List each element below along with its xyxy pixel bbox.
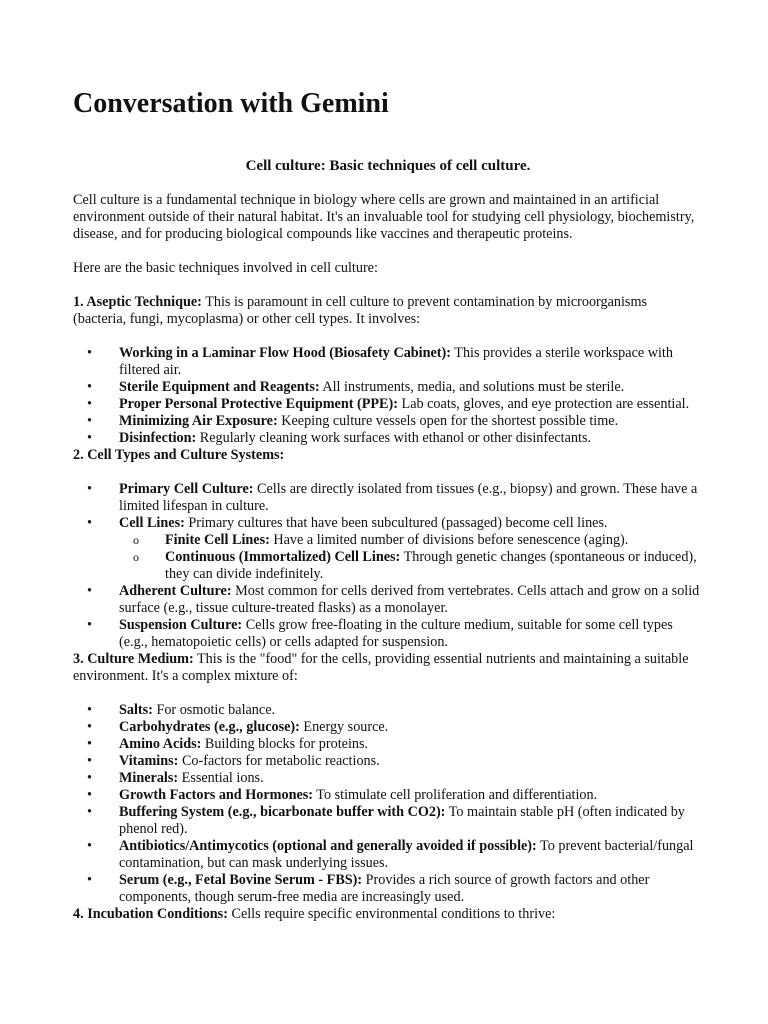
item-term: Antibiotics/Antimycotics (optional and generally avoided if possible): bbox=[119, 838, 537, 854]
item-text: Most common for cells derived from vertebrates. Cells attach and grow on a solid surface (e.g., tissue culture-treated flasks) as a monolayer. bbox=[119, 583, 700, 616]
item-term: Primary Cell Culture: bbox=[119, 481, 254, 497]
sublist-item bbox=[73, 549, 703, 583]
cell-types-list bbox=[73, 481, 703, 651]
item-term: Amino Acids: bbox=[119, 736, 202, 752]
document-subtitle: Cell culture: Basic techniques of cell culture. bbox=[245, 158, 531, 174]
list-item bbox=[73, 379, 703, 396]
section-heading: 2. Cell Types and Culture Systems: bbox=[73, 447, 285, 463]
item-term: Working in a Laminar Flow Hood (Biosafety Cabinet): bbox=[119, 345, 451, 361]
list-item bbox=[73, 753, 703, 770]
item-term: Salts: bbox=[119, 702, 153, 718]
item-text: Co-factors for metabolic reactions. bbox=[178, 753, 380, 769]
section-culture-medium-intro bbox=[73, 651, 703, 685]
item-text: To prevent bacterial/fungal contamination, but can mask underlying issues. bbox=[119, 838, 694, 871]
list-item bbox=[73, 481, 703, 515]
section-text: Cells require specific environmental conditions to thrive: bbox=[227, 906, 556, 922]
section-incubation-intro bbox=[73, 906, 703, 923]
list-item bbox=[73, 413, 703, 430]
section-text: This is paramount in cell culture to prevent contamination by microorganisms (bacteria, fungi, mycoplasma) or other cell types. It involves: bbox=[73, 294, 648, 327]
section-cell-types-intro bbox=[73, 447, 703, 464]
item-text: This provides a sterile workspace with filtered air. bbox=[119, 345, 673, 378]
item-text: All instruments, media, and solutions must be sterile. bbox=[319, 379, 625, 395]
item-text: Provides a rich source of growth factors and other components, though serum-free media are increasingly used. bbox=[119, 872, 650, 905]
item-text: Cells grow free-floating in the culture medium, suitable for some cell types (e.g., hematopoietic cells) or cells adapted for suspension. bbox=[119, 617, 673, 650]
list-item bbox=[73, 787, 703, 804]
section-heading: 4. Incubation Conditions: bbox=[73, 906, 228, 922]
culture-medium-list bbox=[73, 702, 703, 906]
aseptic-list bbox=[73, 345, 703, 447]
list-item bbox=[73, 396, 703, 413]
item-term: Minimizing Air Exposure: bbox=[119, 413, 278, 429]
item-text: To stimulate cell proliferation and differentiation. bbox=[313, 787, 598, 803]
item-term: Minerals: bbox=[119, 770, 179, 786]
item-term: Continuous (Immortalized) Cell Lines: bbox=[165, 549, 401, 565]
list-item bbox=[73, 770, 703, 787]
item-text: Keeping culture vessels open for the shortest possible time. bbox=[277, 413, 619, 429]
item-term: Finite Cell Lines: bbox=[165, 532, 270, 548]
item-term: Suspension Culture: bbox=[119, 617, 243, 633]
item-term: Proper Personal Protective Equipment (PPE): bbox=[119, 396, 398, 412]
item-text: Energy source. bbox=[299, 719, 389, 735]
item-term: Adherent Culture: bbox=[119, 583, 232, 599]
sublist-item bbox=[73, 532, 703, 549]
item-text: For osmotic balance. bbox=[152, 702, 276, 718]
item-text: Essential ions. bbox=[178, 770, 264, 786]
item-term: Growth Factors and Hormones: bbox=[119, 787, 314, 803]
item-term: Sterile Equipment and Reagents: bbox=[119, 379, 320, 395]
list-item bbox=[73, 838, 703, 872]
item-term: Vitamins: bbox=[119, 753, 179, 769]
item-term: Serum (e.g., Fetal Bovine Serum - FBS): bbox=[119, 872, 363, 888]
list-item bbox=[73, 702, 703, 719]
intro-paragraph: Cell culture is a fundamental technique in biology where cells are grown and maintained in an artificial environment outside of their natural habitat. It's an invaluable tool for studying cell physiology, biochemistry, disease, and for producing biological compounds like vaccines and therapeutic proteins. bbox=[73, 192, 695, 242]
item-text: Have a limited number of divisions before senescence (aging). bbox=[269, 532, 629, 548]
list-item bbox=[73, 804, 703, 838]
item-term: Disinfection: bbox=[119, 430, 197, 446]
list-item bbox=[73, 430, 703, 447]
lead-paragraph: Here are the basic techniques involved in cell culture: bbox=[73, 260, 378, 276]
page-title: Conversation with Gemini bbox=[73, 88, 389, 119]
item-text: Lab coats, gloves, and eye protection are essential. bbox=[397, 396, 690, 412]
section-heading: 3. Culture Medium: bbox=[73, 651, 194, 667]
section-aseptic-intro bbox=[73, 294, 703, 328]
list-item bbox=[73, 583, 703, 617]
section-heading: 1. Aseptic Technique: bbox=[73, 294, 202, 310]
list-item bbox=[73, 736, 703, 753]
list-item bbox=[73, 719, 703, 736]
item-term: Buffering System (e.g., bicarbonate buffer with CO2): bbox=[119, 804, 446, 820]
item-term: Carbohydrates (e.g., glucose): bbox=[119, 719, 300, 735]
list-item bbox=[73, 617, 703, 651]
section-text: This is the "food" for the cells, providing essential nutrients and maintaining a suitable environment. It's a complex mixture of: bbox=[73, 651, 689, 684]
item-text: Regularly cleaning work surfaces with ethanol or other disinfectants. bbox=[196, 430, 592, 446]
list-item bbox=[73, 345, 703, 379]
item-text: To maintain stable pH (often indicated by phenol red). bbox=[119, 804, 685, 837]
item-text: Building blocks for proteins. bbox=[201, 736, 369, 752]
item-text: Through genetic changes (spontaneous or induced), they can divide indefinitely. bbox=[165, 549, 697, 582]
item-text: Primary cultures that have been subcultured (passaged) become cell lines. bbox=[184, 515, 608, 531]
item-term: Cell Lines: bbox=[119, 515, 185, 531]
cell-lines-sublist bbox=[119, 532, 703, 583]
list-item bbox=[73, 872, 703, 906]
list-item bbox=[73, 515, 703, 583]
document-body bbox=[73, 158, 703, 923]
item-text: Cells are directly isolated from tissues (e.g., biopsy) and grown. These have a limited lifespan in culture. bbox=[119, 481, 698, 514]
